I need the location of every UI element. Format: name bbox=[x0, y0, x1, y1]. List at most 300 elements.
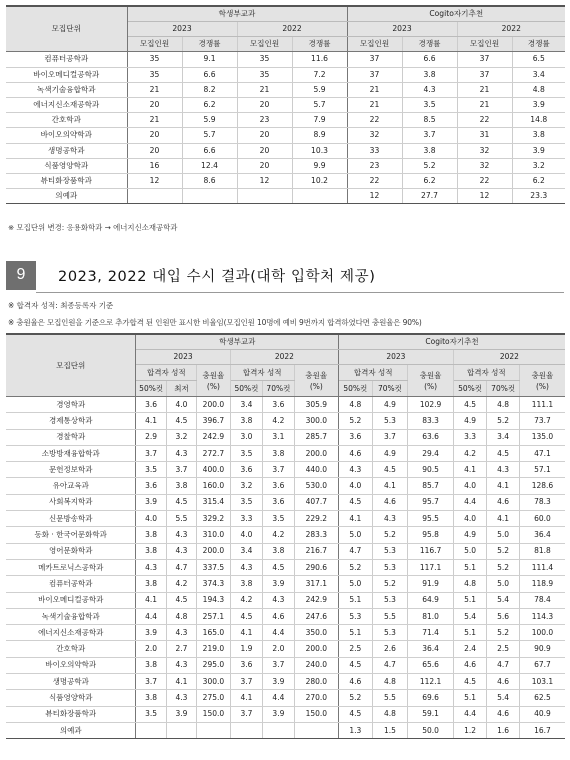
table-cell: 73.7 bbox=[519, 413, 565, 429]
table-cell: 21 bbox=[237, 82, 292, 97]
table-cell: 5.2 bbox=[487, 413, 519, 429]
table-cell: 4.3 bbox=[166, 527, 196, 543]
table-row bbox=[6, 445, 565, 461]
table-cell: 36.4 bbox=[408, 641, 453, 657]
table-cell: 4.1 bbox=[487, 478, 519, 494]
table-cell: 305.9 bbox=[294, 397, 338, 413]
table-cell: 3.2 bbox=[166, 429, 196, 445]
table-cell: 2.0 bbox=[136, 641, 166, 657]
table-cell: 118.9 bbox=[519, 576, 565, 592]
table-cell: 2.6 bbox=[372, 641, 408, 657]
table-cell: 3.7 bbox=[230, 706, 262, 722]
table-cell: 4.7 bbox=[166, 559, 196, 575]
table-cell: 5.3 bbox=[372, 559, 408, 575]
table-cell: 91.9 bbox=[408, 576, 453, 592]
table-cell: 4.5 bbox=[339, 706, 373, 722]
table-cell: 4.1 bbox=[136, 413, 166, 429]
table-cell: 3.8 bbox=[166, 478, 196, 494]
table-row bbox=[6, 706, 565, 722]
table-cell: 21 bbox=[457, 82, 512, 97]
year-header: 2023 bbox=[127, 22, 237, 37]
table-cell: 285.7 bbox=[294, 429, 338, 445]
admissions-results-table bbox=[6, 333, 565, 739]
table-cell: 62.5 bbox=[519, 690, 565, 706]
table-cell: 396.7 bbox=[197, 413, 231, 429]
table-row bbox=[6, 128, 565, 143]
table-cell: 4.5 bbox=[166, 592, 196, 608]
table-cell: 3.6 bbox=[263, 494, 294, 510]
unit-change-note: ※ 모집단위 변경: 응용화학과 → 에너지신소재공학과 bbox=[8, 223, 178, 232]
unit-name: 문헌정보학과 bbox=[6, 462, 136, 478]
unit-name: 사회복지학과 bbox=[6, 494, 136, 510]
table-cell: 4.8 bbox=[339, 397, 373, 413]
table-cell: 6.2 bbox=[512, 173, 565, 188]
table-cell: 3.8 bbox=[402, 143, 457, 158]
table-cell: 10.3 bbox=[292, 143, 347, 158]
table-cell: 4.7 bbox=[372, 657, 408, 673]
table-cell: 4.8 bbox=[453, 576, 487, 592]
table-cell: 5.3 bbox=[372, 413, 408, 429]
table-cell: 6.6 bbox=[182, 143, 237, 158]
table-cell: 200.0 bbox=[294, 641, 338, 657]
table-cell: 3.5 bbox=[230, 445, 262, 461]
year-header: 2023 bbox=[339, 350, 454, 365]
group-header-cogito: Cogito자기추천 bbox=[339, 334, 565, 350]
table-cell: 2.5 bbox=[339, 641, 373, 657]
table-cell: 4.1 bbox=[453, 462, 487, 478]
table-cell: 4.7 bbox=[487, 657, 519, 673]
table-cell: 4.5 bbox=[487, 445, 519, 461]
table-row bbox=[6, 657, 565, 673]
table-cell: 3.5 bbox=[136, 462, 166, 478]
table-row bbox=[6, 113, 565, 128]
table-row bbox=[6, 592, 565, 608]
table-cell: 20 bbox=[127, 128, 182, 143]
table-cell: 5.1 bbox=[339, 592, 373, 608]
table-cell: 23.3 bbox=[512, 189, 565, 204]
table-cell: 329.2 bbox=[197, 511, 231, 527]
table-cell: 5.5 bbox=[166, 511, 196, 527]
year-header: 2023 bbox=[136, 350, 230, 365]
table-cell: 100.0 bbox=[519, 625, 565, 641]
table-cell: 150.0 bbox=[197, 706, 231, 722]
table-cell: 4.0 bbox=[166, 397, 196, 413]
table-cell: 5.3 bbox=[372, 592, 408, 608]
fill-rate-label: 충원율 bbox=[202, 370, 225, 380]
group-header-gyogwa: 학생부교과 bbox=[127, 6, 347, 22]
table-cell: 6.6 bbox=[182, 67, 237, 82]
table-cell: 4.2 bbox=[166, 576, 196, 592]
table-cell bbox=[136, 722, 166, 738]
fill-rate-unit: (%) bbox=[424, 381, 438, 391]
table-cell: 23 bbox=[347, 158, 402, 173]
table-cell: 4.1 bbox=[487, 511, 519, 527]
unit-name: 경제통상학과 bbox=[6, 413, 136, 429]
table-cell: 6.2 bbox=[402, 173, 457, 188]
table-cell: 85.7 bbox=[408, 478, 453, 494]
table-cell: 3.4 bbox=[230, 543, 262, 559]
table-cell: 63.6 bbox=[408, 429, 453, 445]
table-cell: 3.8 bbox=[512, 128, 565, 143]
table-cell: 22 bbox=[457, 173, 512, 188]
table-cell: 3.6 bbox=[136, 478, 166, 494]
table-cell: 275.0 bbox=[197, 690, 231, 706]
table-cell: 5.0 bbox=[339, 576, 373, 592]
table-cell: 5.2 bbox=[487, 559, 519, 575]
table-cell: 7.2 bbox=[292, 67, 347, 82]
column-subheader: 모집인원 bbox=[237, 37, 292, 52]
table-cell: 16 bbox=[127, 158, 182, 173]
table-cell: 40.9 bbox=[519, 706, 565, 722]
unit-header: 모집단위 bbox=[6, 334, 136, 397]
table-cell: 8.2 bbox=[182, 82, 237, 97]
table-cell: 3.4 bbox=[512, 67, 565, 82]
section-divider bbox=[36, 292, 564, 293]
table-cell: 4.0 bbox=[230, 527, 262, 543]
table-cell: 3.8 bbox=[136, 690, 166, 706]
score-header: 합격자 성적 bbox=[136, 365, 197, 381]
unit-name: 메카트로닉스공학과 bbox=[6, 559, 136, 575]
unit-name: 소방방재융합학과 bbox=[6, 445, 136, 461]
table-row bbox=[6, 625, 565, 641]
table-cell: 4.6 bbox=[372, 494, 408, 510]
table-cell: 200.0 bbox=[197, 543, 231, 559]
table-row bbox=[6, 527, 565, 543]
table-cell: 4.8 bbox=[372, 674, 408, 690]
table-cell: 4.9 bbox=[372, 397, 408, 413]
table-row bbox=[6, 462, 565, 478]
fill-rate-header bbox=[197, 365, 231, 397]
table-cell bbox=[294, 722, 338, 738]
table-cell: 29.4 bbox=[408, 445, 453, 461]
table-cell: 103.1 bbox=[519, 674, 565, 690]
unit-name: 녹색기술융합학과 bbox=[6, 82, 127, 97]
table-row bbox=[6, 413, 565, 429]
table-cell: 440.0 bbox=[294, 462, 338, 478]
table-cell: 5.7 bbox=[182, 128, 237, 143]
section-header bbox=[6, 259, 375, 291]
fill-rate-header bbox=[519, 365, 565, 397]
table-cell: 12 bbox=[347, 189, 402, 204]
table-cell: 3.7 bbox=[402, 128, 457, 143]
table-cell: 1.6 bbox=[487, 722, 519, 738]
table-cell: 4.2 bbox=[230, 592, 262, 608]
table-cell: 21 bbox=[127, 82, 182, 97]
table-cell: 5.9 bbox=[292, 82, 347, 97]
unit-name: 식품영양학과 bbox=[6, 690, 136, 706]
table-cell: 4.0 bbox=[339, 478, 373, 494]
table-cell: 36.4 bbox=[519, 527, 565, 543]
table-cell: 5.0 bbox=[487, 576, 519, 592]
table-cell: 4.5 bbox=[166, 494, 196, 510]
table-cell: 32 bbox=[457, 158, 512, 173]
table-cell: 4.5 bbox=[263, 559, 294, 575]
table-cell: 5.4 bbox=[453, 608, 487, 624]
table-cell: 33 bbox=[347, 143, 402, 158]
unit-name: 식품영양학과 bbox=[6, 158, 127, 173]
table-cell: 4.4 bbox=[453, 494, 487, 510]
table-cell: 35 bbox=[127, 52, 182, 67]
table-cell: 102.9 bbox=[408, 397, 453, 413]
table-cell: 71.4 bbox=[408, 625, 453, 641]
section-title: 2023, 2022 대입 수시 결과(대학 입학처 제공) bbox=[58, 268, 376, 285]
table-cell: 4.4 bbox=[453, 706, 487, 722]
table-cell: 290.6 bbox=[294, 559, 338, 575]
table-row bbox=[6, 143, 565, 158]
unit-name: 간호학과 bbox=[6, 641, 136, 657]
table-cell: 4.0 bbox=[453, 511, 487, 527]
table-cell: 81.8 bbox=[519, 543, 565, 559]
table-cell: 8.5 bbox=[402, 113, 457, 128]
table-cell: 4.5 bbox=[230, 608, 262, 624]
table-cell: 37 bbox=[347, 67, 402, 82]
unit-name: 경영학과 bbox=[6, 397, 136, 413]
table-cell: 4.1 bbox=[230, 625, 262, 641]
score-subheader: 50%컷 bbox=[339, 381, 373, 397]
table-cell bbox=[263, 722, 294, 738]
table-cell: 32 bbox=[457, 143, 512, 158]
table-cell: 4.3 bbox=[136, 559, 166, 575]
table-cell: 315.4 bbox=[197, 494, 231, 510]
table-cell: 4.1 bbox=[230, 690, 262, 706]
table-cell: 3.2 bbox=[230, 478, 262, 494]
fill-rate-header bbox=[408, 365, 453, 397]
fill-rate-unit: (%) bbox=[309, 381, 323, 391]
table-cell: 1.5 bbox=[372, 722, 408, 738]
table-cell: 117.1 bbox=[408, 559, 453, 575]
table-cell: 4.3 bbox=[487, 462, 519, 478]
table-cell: 5.2 bbox=[487, 625, 519, 641]
table-cell: 23 bbox=[237, 113, 292, 128]
table-cell: 407.7 bbox=[294, 494, 338, 510]
table-cell: 5.1 bbox=[453, 592, 487, 608]
table-cell: 374.3 bbox=[197, 576, 231, 592]
table-cell: 3.9 bbox=[166, 706, 196, 722]
unit-name: 컴퓨터공학과 bbox=[6, 576, 136, 592]
table-cell: 3.4 bbox=[487, 429, 519, 445]
table-cell: 3.6 bbox=[230, 657, 262, 673]
table-cell: 1.3 bbox=[339, 722, 373, 738]
table-cell: 4.5 bbox=[453, 397, 487, 413]
table-cell: 3.7 bbox=[263, 462, 294, 478]
table-cell: 257.1 bbox=[197, 608, 231, 624]
table-cell: 5.2 bbox=[372, 527, 408, 543]
note-score-basis: ※ 합격자 성적: 최종등록자 기준 bbox=[8, 301, 114, 310]
table-cell: 16.7 bbox=[519, 722, 565, 738]
table-cell: 400.0 bbox=[197, 462, 231, 478]
fill-rate-unit: (%) bbox=[535, 381, 549, 391]
table-cell: 6.6 bbox=[402, 52, 457, 67]
table-cell: 3.6 bbox=[230, 462, 262, 478]
table-row bbox=[6, 52, 565, 67]
table-cell: 270.0 bbox=[294, 690, 338, 706]
table-cell: 21 bbox=[347, 97, 402, 112]
table-cell: 4.8 bbox=[166, 608, 196, 624]
table-cell: 4.4 bbox=[263, 625, 294, 641]
table-cell: 3.8 bbox=[402, 67, 457, 82]
table-cell: 1.9 bbox=[230, 641, 262, 657]
year-header: 2023 bbox=[347, 22, 457, 37]
table-cell: 3.6 bbox=[136, 397, 166, 413]
table-cell: 5.5 bbox=[372, 608, 408, 624]
table-cell: 3.7 bbox=[263, 657, 294, 673]
table-cell: 4.1 bbox=[136, 592, 166, 608]
column-subheader: 모집인원 bbox=[347, 37, 402, 52]
table-cell: 12 bbox=[457, 189, 512, 204]
table-cell: 31 bbox=[457, 128, 512, 143]
table-cell: 22 bbox=[347, 173, 402, 188]
unit-name: 영어문화학과 bbox=[6, 543, 136, 559]
table-cell: 37 bbox=[457, 67, 512, 82]
unit-name: 뷰티화장품학과 bbox=[6, 706, 136, 722]
table-cell: 69.6 bbox=[408, 690, 453, 706]
unit-name: 경찰학과 bbox=[6, 429, 136, 445]
table-cell: 5.0 bbox=[339, 527, 373, 543]
table-cell: 4.9 bbox=[453, 413, 487, 429]
unit-name: 바이오의약학과 bbox=[6, 128, 127, 143]
table-cell: 5.3 bbox=[372, 625, 408, 641]
score-header: 합격자 성적 bbox=[230, 365, 294, 381]
unit-name: 의예과 bbox=[6, 189, 127, 204]
table-cell: 3.7 bbox=[136, 674, 166, 690]
unit-name: 의예과 bbox=[6, 722, 136, 738]
table-cell: 216.7 bbox=[294, 543, 338, 559]
table-cell: 112.1 bbox=[408, 674, 453, 690]
table-cell: 21 bbox=[127, 113, 182, 128]
unit-name: 녹색기술융합학과 bbox=[6, 608, 136, 624]
table-cell: 4.5 bbox=[339, 494, 373, 510]
table-row bbox=[6, 158, 565, 173]
table-cell: 4.6 bbox=[487, 706, 519, 722]
table-cell: 50.0 bbox=[408, 722, 453, 738]
table-cell: 5.7 bbox=[292, 97, 347, 112]
fill-rate-unit: (%) bbox=[206, 381, 220, 391]
unit-name: 컴퓨터공학과 bbox=[6, 52, 127, 67]
table-cell: 4.7 bbox=[339, 543, 373, 559]
table-cell bbox=[292, 189, 347, 204]
table-cell: 4.8 bbox=[487, 397, 519, 413]
table-cell: 4.6 bbox=[263, 608, 294, 624]
table-cell: 37 bbox=[457, 52, 512, 67]
table-row bbox=[6, 429, 565, 445]
table-cell: 20 bbox=[127, 143, 182, 158]
table-cell: 5.0 bbox=[487, 527, 519, 543]
table-cell: 3.8 bbox=[136, 527, 166, 543]
table-cell: 95.7 bbox=[408, 494, 453, 510]
table-cell: 12 bbox=[127, 173, 182, 188]
table-cell: 5.2 bbox=[487, 543, 519, 559]
unit-name: 바이오의약학과 bbox=[6, 657, 136, 673]
table-cell: 317.1 bbox=[294, 576, 338, 592]
table-cell: 5.4 bbox=[487, 690, 519, 706]
table-cell: 300.0 bbox=[197, 674, 231, 690]
unit-name: 바이오메디컬공학과 bbox=[6, 67, 127, 82]
table-cell: 350.0 bbox=[294, 625, 338, 641]
table-cell: 3.0 bbox=[230, 429, 262, 445]
table-cell: 3.9 bbox=[136, 625, 166, 641]
table-cell: 5.4 bbox=[487, 592, 519, 608]
table-cell bbox=[237, 189, 292, 204]
table-cell: 3.9 bbox=[512, 97, 565, 112]
table-row bbox=[6, 189, 565, 204]
table-cell: 4.6 bbox=[487, 674, 519, 690]
table-cell: 4.6 bbox=[453, 657, 487, 673]
table-cell: 5.2 bbox=[339, 413, 373, 429]
table-cell: 10.2 bbox=[292, 173, 347, 188]
table-cell bbox=[197, 722, 231, 738]
table-cell: 14.8 bbox=[512, 113, 565, 128]
year-header: 2022 bbox=[230, 350, 338, 365]
table-cell: 3.8 bbox=[263, 543, 294, 559]
table-cell: 247.6 bbox=[294, 608, 338, 624]
table-cell: 5.6 bbox=[487, 608, 519, 624]
table-cell: 165.0 bbox=[197, 625, 231, 641]
table-cell: 111.4 bbox=[519, 559, 565, 575]
table-cell: 4.8 bbox=[372, 706, 408, 722]
table-cell: 4.6 bbox=[339, 445, 373, 461]
table-cell: 81.0 bbox=[408, 608, 453, 624]
table-cell: 200.0 bbox=[294, 445, 338, 461]
table-cell: 3.1 bbox=[263, 429, 294, 445]
table-row bbox=[6, 559, 565, 575]
table-cell: 3.9 bbox=[136, 494, 166, 510]
column-subheader: 경쟁률 bbox=[512, 37, 565, 52]
table-cell: 4.2 bbox=[263, 413, 294, 429]
table-cell: 65.6 bbox=[408, 657, 453, 673]
table-cell: 295.0 bbox=[197, 657, 231, 673]
table-cell: 22 bbox=[347, 113, 402, 128]
table-cell: 4.9 bbox=[453, 527, 487, 543]
table-cell: 111.1 bbox=[519, 397, 565, 413]
note-fill-rate: ※ 충원율은 모집인원을 기준으로 추가합격 된 인원만 표시한 비율임(모집인원 10명에 예비 9번까지 합격하였다면 충원율은 90%) bbox=[8, 318, 422, 327]
table-row bbox=[6, 511, 565, 527]
table-row bbox=[6, 173, 565, 188]
score-subheader: 70%컷 bbox=[372, 381, 408, 397]
unit-name: 동화 · 한국어문화학과 bbox=[6, 527, 136, 543]
table-row bbox=[6, 543, 565, 559]
table-cell: 67.7 bbox=[519, 657, 565, 673]
table-cell: 32 bbox=[347, 128, 402, 143]
table-cell: 3.6 bbox=[263, 397, 294, 413]
table-cell: 60.0 bbox=[519, 511, 565, 527]
table-row bbox=[6, 608, 565, 624]
table-cell: 4.3 bbox=[263, 592, 294, 608]
table-row bbox=[6, 674, 565, 690]
table-cell: 3.5 bbox=[230, 494, 262, 510]
table-cell: 4.9 bbox=[372, 445, 408, 461]
table-cell: 27.7 bbox=[402, 189, 457, 204]
table-cell: 4.6 bbox=[339, 674, 373, 690]
table-cell: 3.6 bbox=[263, 478, 294, 494]
table-cell: 59.1 bbox=[408, 706, 453, 722]
admissions-competition-table bbox=[6, 5, 565, 204]
table-cell: 283.3 bbox=[294, 527, 338, 543]
year-header: 2022 bbox=[457, 22, 565, 37]
unit-name: 생명공학과 bbox=[6, 674, 136, 690]
table-cell: 90.9 bbox=[519, 641, 565, 657]
table-cell: 3.8 bbox=[230, 576, 262, 592]
unit-name: 뷰티화장품학과 bbox=[6, 173, 127, 188]
table-cell: 4.1 bbox=[372, 478, 408, 494]
table-cell: 8.6 bbox=[182, 173, 237, 188]
table-row bbox=[6, 67, 565, 82]
table-cell: 12.4 bbox=[182, 158, 237, 173]
table-cell: 4.4 bbox=[263, 690, 294, 706]
table-cell: 160.0 bbox=[197, 478, 231, 494]
column-subheader: 경쟁률 bbox=[292, 37, 347, 52]
table-cell: 5.2 bbox=[339, 690, 373, 706]
table-cell: 5.2 bbox=[402, 158, 457, 173]
